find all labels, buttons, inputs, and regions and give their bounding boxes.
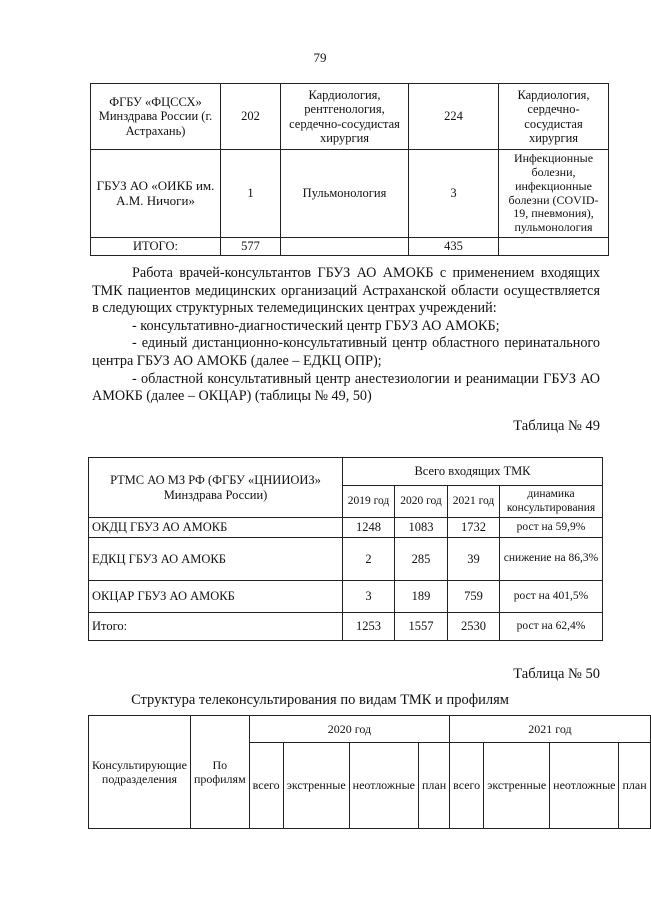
- table-header-row: [89, 716, 651, 743]
- value-cell: 3: [343, 581, 395, 613]
- list-item: - областной консультативный центр анестезиологии и реанимации ГБУЗ АО АМОКБ (далее – ОКЦАР) (таблицы № 49, 50): [92, 370, 600, 405]
- row-name: ОКДЦ ГБУЗ АО АМОКБ: [89, 518, 343, 538]
- value-cell: 1253: [343, 613, 395, 641]
- table-row: [91, 84, 609, 150]
- sub-header: экстренные: [484, 743, 550, 829]
- profile-cell: Инфекционные болезни, инфекционные болезни (COVID-19, пневмония), пульмонология: [499, 150, 609, 238]
- value-cell: 285: [395, 538, 448, 581]
- body-paragraph: [92, 265, 600, 406]
- empty-cell: [281, 238, 409, 256]
- header-left: РТМС АО МЗ РФ (ФГБУ «ЦНИИОИЗ» Минздрава России): [89, 458, 343, 518]
- header-group: Всего входящих ТМК: [343, 458, 603, 486]
- table-50: [88, 715, 651, 829]
- table-row: [89, 518, 603, 538]
- year-header: 2021 год: [448, 486, 500, 518]
- table-caption-49: Таблица № 49: [513, 418, 600, 434]
- value-cell: 759: [448, 581, 500, 613]
- sub-header: неотложные: [349, 743, 418, 829]
- profile-cell: Кардиология, сердечно-сосудистая хирургия: [499, 84, 609, 150]
- total-row: [91, 238, 609, 256]
- table-row: [89, 538, 603, 581]
- total-count: 435: [409, 238, 499, 256]
- total-row: [89, 613, 603, 641]
- paragraph-intro: Работа врачей-консультантов ГБУЗ АО АМОКБ с применением входящих ТМК пациентов медицинских организаций Астраханской области осуществляется в следующих структурных телемедицинских центрах учреждений:: [92, 265, 600, 317]
- org-cell: ГБУЗ АО «ОИКБ им. А.М. Ничоги»: [91, 150, 221, 238]
- count-cell: 1: [221, 150, 281, 238]
- profile-cell: Пульмонология: [281, 150, 409, 238]
- table-caption-50: Таблица № 50: [513, 666, 600, 682]
- count-cell: 202: [221, 84, 281, 150]
- row-name: ЕДКЦ ГБУЗ АО АМОКБ: [89, 538, 343, 581]
- value-cell: 1732: [448, 518, 500, 538]
- list-item: - консультативно-диагностический центр ГБУЗ АО АМОКБ;: [132, 317, 500, 334]
- row-name: ОКЦАР ГБУЗ АО АМОКБ: [89, 581, 343, 613]
- sub-header: неотложные: [550, 743, 619, 829]
- year-header: 2019 год: [343, 486, 395, 518]
- value-cell: 2: [343, 538, 395, 581]
- dynamics-cell: снижение на 86,3%: [500, 538, 603, 581]
- unit-header: Консультирующие подразделения: [89, 716, 191, 829]
- value-cell: 1557: [395, 613, 448, 641]
- row-name: Итого:: [89, 613, 343, 641]
- table-row: [89, 581, 603, 613]
- dynamics-cell: рост на 59,9%: [500, 518, 603, 538]
- profile-header: По профилям: [190, 716, 249, 829]
- sub-header: план: [418, 743, 449, 829]
- year-group-header: 2020 год: [249, 716, 450, 743]
- table-title-50: Структура телеконсультирования по видам ТМК и профилям: [131, 692, 509, 708]
- table-header-row: [89, 458, 603, 486]
- list-item: - единый дистанционно-консультативный центр областного перинатального центра ГБУЗ АО АМОКБ (далее – ЕДКЦ ОПР);: [92, 335, 600, 369]
- total-label: ИТОГО:: [91, 238, 221, 256]
- value-cell: 1083: [395, 518, 448, 538]
- total-count: 577: [221, 238, 281, 256]
- value-cell: 39: [448, 538, 500, 581]
- sub-header: план: [619, 743, 650, 829]
- dynamics-cell: рост на 401,5%: [500, 581, 603, 613]
- empty-cell: [499, 238, 609, 256]
- table-row: [91, 150, 609, 238]
- value-cell: 2530: [448, 613, 500, 641]
- referral-table: [90, 83, 609, 256]
- count-cell: 3: [409, 150, 499, 238]
- year-header: 2020 год: [395, 486, 448, 518]
- sub-header: всего: [249, 743, 283, 829]
- value-cell: 1248: [343, 518, 395, 538]
- page-number: 79: [313, 50, 327, 65]
- year-group-header: 2021 год: [450, 716, 651, 743]
- org-cell: ФГБУ «ФЦССХ» Минздрава России (г. Астрахань): [91, 84, 221, 150]
- profile-cell: Кардиология, рентгенология, сердечно-сосудистая хирургия: [281, 84, 409, 150]
- value-cell: 189: [395, 581, 448, 613]
- dynamics-header: динамика консультирования: [500, 486, 603, 518]
- sub-header: экстренные: [283, 743, 349, 829]
- dynamics-cell: рост на 62,4%: [500, 613, 603, 641]
- table-49: [88, 457, 603, 641]
- sub-header: всего: [450, 743, 484, 829]
- count-cell: 224: [409, 84, 499, 150]
